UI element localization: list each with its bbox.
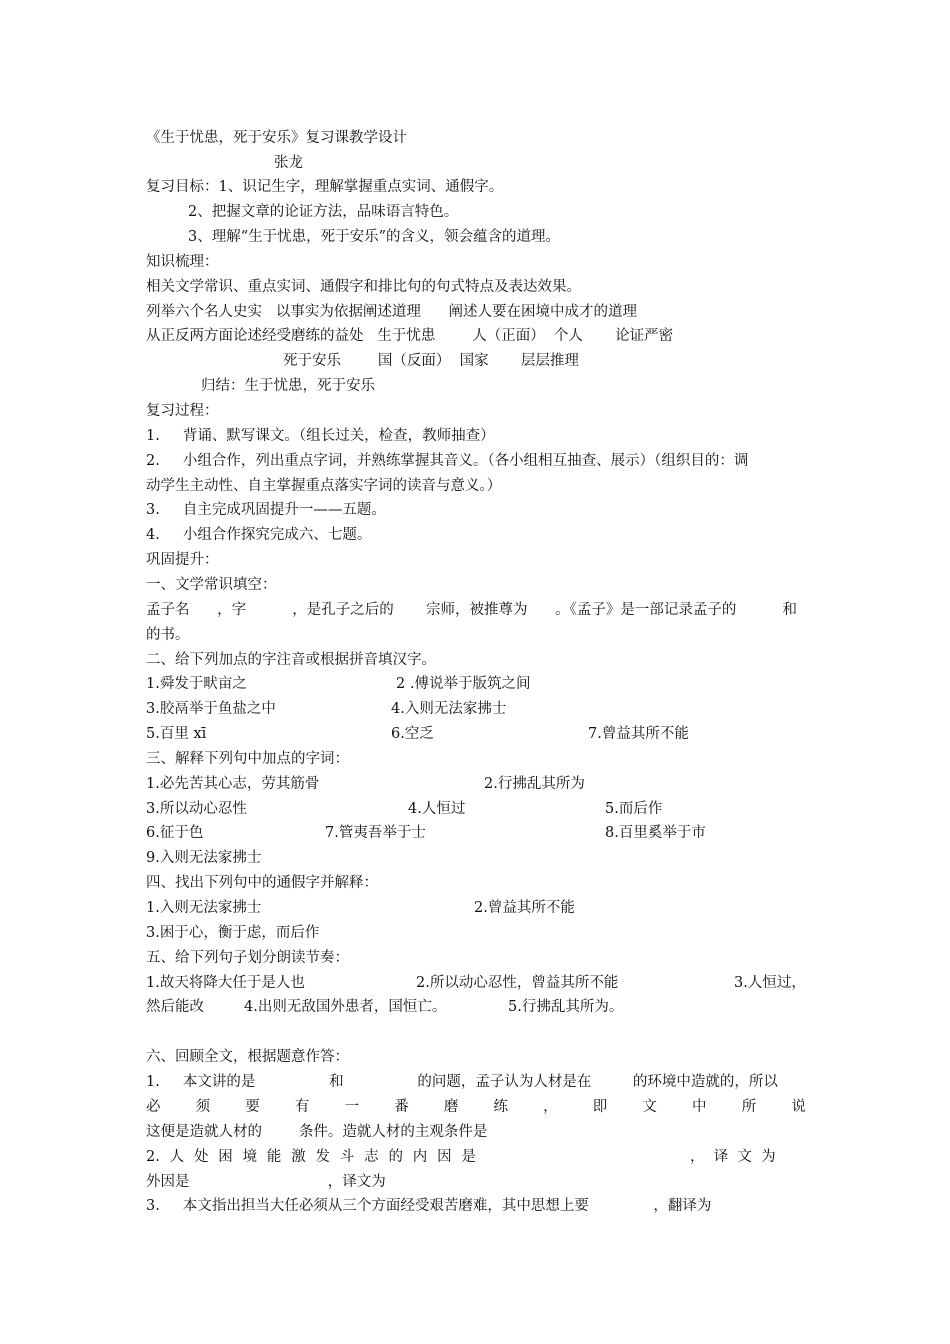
process-item-3: 3. 自主完成巩固提升一——五题。 [146,502,386,518]
justified-char: 因 [437,1149,452,1165]
knowledge-line-2: 列举六个名人史实 以事实为依据阐述道理 阐述人要在困境中成才的道理 [146,304,637,320]
justified-char: ， [543,1099,558,1115]
section-3-item-6: 6.征于色 [146,825,204,841]
section-2-item-7: 7.曾益其所不能 [588,726,689,742]
section-1-line-1: 孟子名 ，字 ，是孔子之后的 宗师，被推尊为 。《孟子》是一部记录孟子的 和 [146,602,798,618]
justified-char: 一 [344,1099,360,1115]
section-4-title: 四、找出下列句中的通假字并解释： [146,875,378,891]
justified-char: 能 [266,1149,282,1165]
knowledge-line-5: 归结：生于忧患，死于安乐 [201,378,375,394]
goal-3: 3、理解“生于忧患，死于安乐”的含义，领会蕴含的道理。 [188,229,561,245]
section-2-item-4: 4.入则无法家拂士 [391,701,507,717]
process-item-4: 4. 小组合作探究完成六、七题。 [146,527,372,543]
knowledge-line-1: 相关文学常识、重点实词、通假字和排比句的句式特点及表达效果。 [146,279,581,295]
section-5-item-2: 2.所以动心忍性，曾益其所不能 [416,975,619,991]
justified-char: 斗 [339,1149,355,1165]
section-3-item-9: 9.入则无法家拂士 [146,850,262,866]
goal-2: 2、把握文章的论证方法，品味语言特色。 [188,204,459,220]
justified-char: 有 [294,1099,310,1115]
section-3-item-7: 7.管夷吾举于士 [325,825,426,841]
section-6-q2-line-1 [146,1147,476,1167]
section-2-item-5: 5.百里 xī [146,726,207,742]
justified-char: 须 [195,1099,211,1115]
doc-title: 《生于忧患，死于安乐》复习课教学设计 [146,130,407,146]
consolidate-heading: 巩固提升： [146,552,219,568]
section-4-item-1: 1.入则无法家拂士 [146,900,262,916]
section-3-title: 三、解释下列句中加点的字词： [146,751,349,767]
justified-char: 即 [592,1099,608,1115]
knowledge-heading: 知识梳理： [146,254,219,270]
section-2-title: 二、给下列加点的字注音或根据拼音填汉字。 [146,652,436,668]
section-6-q1-line-2 [146,1097,806,1117]
section-6-title: 六、回顾全文，根据题意作答： [146,1049,349,1065]
section-5-title: 五、给下列句子划分朗读节奏： [146,950,349,966]
justified-char: 文 [642,1099,657,1115]
section-4-item-3: 3.困于心，衡于虑，而后作 [146,925,320,941]
goal-1: 复习目标：1、识记生字，理解掌握重点实词、通假字。 [146,179,504,195]
justified-char: 中 [692,1099,707,1115]
justified-char: 困 [218,1149,233,1165]
justified-char: 2. [146,1149,160,1165]
section-2-item-1: 1.舜发于畎亩之 [146,676,247,692]
process-item-1: 1. 背诵、默写课文。（组长过关，检查，教师抽查） [146,428,495,444]
section-3-item-1: 1.必先苦其心志，劳其筋骨 [146,776,320,792]
section-5-item-5: 5.行拂乱其所为。 [508,999,624,1015]
section-4-item-2: 2.曾益其所不能 [474,900,575,916]
section-3-item-3: 3.所以动心忍性 [146,801,247,817]
justified-char: 志 [364,1149,379,1165]
process-item-2-cont: 动学生主动性、自主掌握重点落实字词的读音与意义。） [146,478,502,494]
section-6-q1-line-3: 这便是造就人材的 条件。造就人材的主观条件是 [146,1124,488,1140]
section-3-item-8: 8.百里奚举于市 [605,825,706,841]
section-5-item-3-cont: 然后能改 [146,999,204,1015]
justified-char: 是 [461,1149,476,1165]
justified-char: 的 [388,1149,403,1165]
section-2-item-2: 2 .傅说举于版筑之间 [396,676,531,692]
justified-char: 所 [741,1099,757,1115]
process-item-2: 2. 小组合作，列出重点字词，并熟练掌握其音义。（各小组相互抽查、展示）（组织目的：调 [146,453,749,469]
section-6-q1-line-1: 1. 本文讲的是 和 的问题，孟子认为人材是在 的环境中造就的，所以 [146,1074,778,1090]
justified-char: 境 [242,1149,258,1165]
knowledge-line-3: 从正反两方面论述经受磨练的益处 生于忧患 人（正面） 个人 论证严密 [146,328,674,344]
justified-char: 发 [315,1149,331,1165]
section-3-item-4: 4.人恒过 [408,801,466,817]
section-3-item-5: 5.而后作 [605,801,663,817]
justified-char: 内 [412,1149,428,1165]
section-6-q2-line-2: 外因是 ，译文为 [146,1174,386,1190]
section-5-item-3: 3.人恒过， [734,975,806,991]
justified-char: 磨 [443,1099,459,1115]
justified-char: 要 [245,1099,260,1115]
section-3-item-2: 2.行拂乱其所为 [484,776,585,792]
justified-char: 处 [193,1149,209,1165]
justified-char: 练 [493,1099,508,1115]
section-5-item-4: 4.出则无敌国外患者，国恒亡。 [244,999,447,1015]
justified-char: 说 [791,1099,806,1115]
justified-char: 番 [394,1099,409,1115]
process-heading: 复习过程： [146,403,219,419]
section-6-q3: 3. 本文指出担当大任必须从三个方面经受艰苦磨难，其中思想上要 ，翻译为 [146,1198,712,1214]
doc-author: 张龙 [274,155,303,171]
justified-char: 必 [146,1099,161,1115]
section-1-line-2: 的书。 [146,627,190,643]
section-6-q2-line-1-end: ， 译 文 为 [690,1149,776,1165]
section-2-item-3: 3.胶鬲举于鱼盐之中 [146,701,276,717]
section-1-title: 一、文学常识填空： [146,577,277,593]
section-2-item-6: 6.空乏 [391,726,434,742]
section-5-item-1: 1.故天将降大任于是人也 [146,975,305,991]
knowledge-line-4: 死于安乐 国（反面） 国家 层层推理 [283,353,579,369]
justified-char: 激 [291,1149,306,1165]
justified-char: 人 [169,1149,185,1165]
